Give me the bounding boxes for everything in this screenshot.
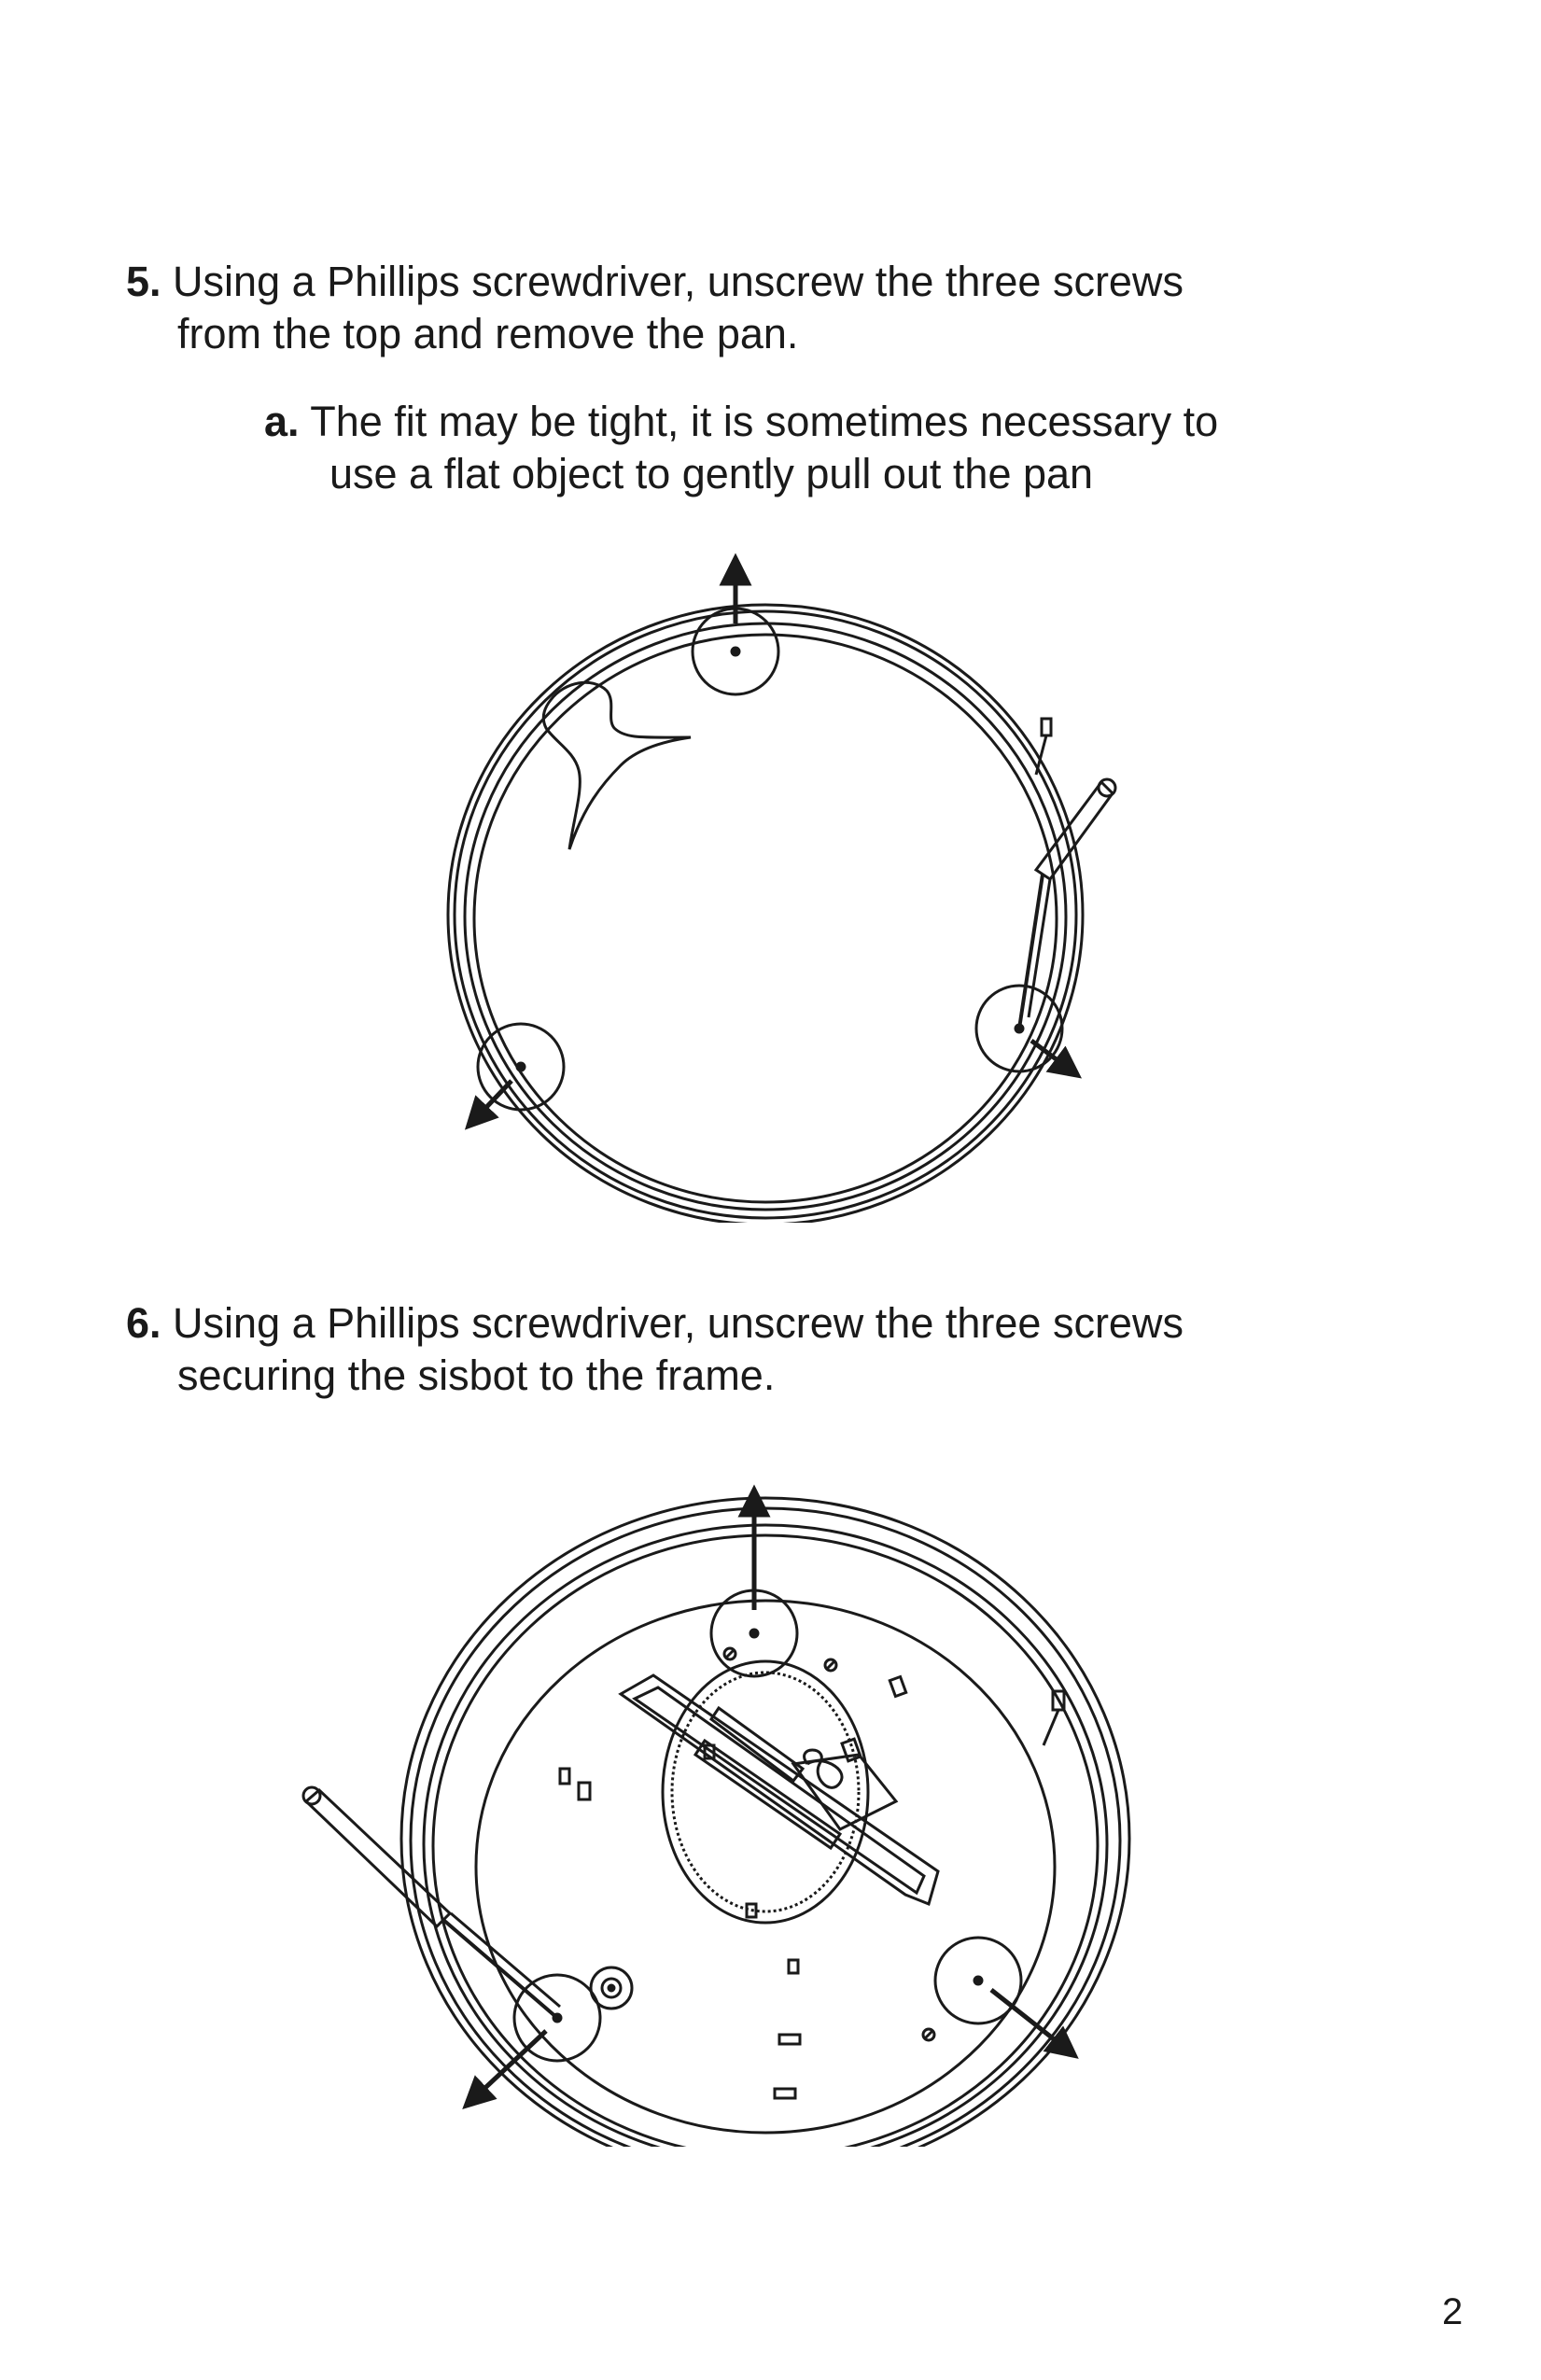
pan-removal-illustration [392,551,1139,1223]
substep-letter: a. [264,398,300,445]
frame-rim-icon [401,1498,1129,2147]
step-text-line1: Using a Phillips screwdriver, unscrew the three screws [173,258,1184,305]
step-5 [126,256,1339,360]
arm-assembly-icon [621,1675,938,1904]
substep-text-line1: The fit may be tight, it is sometimes necessary to [310,398,1219,445]
screw-highlight-left [476,1024,564,1118]
cable-clip-icon [1044,1691,1064,1745]
pan-rim-icon [448,605,1083,1223]
substep-text-line2: use a flat object to gently pull out the pan [329,450,1094,497]
page-number: 2 [1442,2291,1464,2332]
step-number: 5. [126,258,161,305]
pan-notch-icon [543,682,691,849]
step-text-line1: Using a Phillips screwdriver, unscrew the three screws [173,1299,1184,1347]
step-6 [126,1297,1339,1402]
step-text-line2: from the top and remove the pan. [177,310,799,357]
screwdriver-icon [303,1787,560,2018]
screw-highlight-right [935,1938,1066,2049]
step-text-line2: securing the sisbot to the frame. [177,1351,776,1399]
screw-highlight-top [693,569,778,694]
sisbot-frame-screws-illustration [280,1475,1176,2147]
step-number: 6. [126,1299,161,1347]
motor-disc-icon [663,1661,868,1923]
step-5a [264,396,1384,500]
